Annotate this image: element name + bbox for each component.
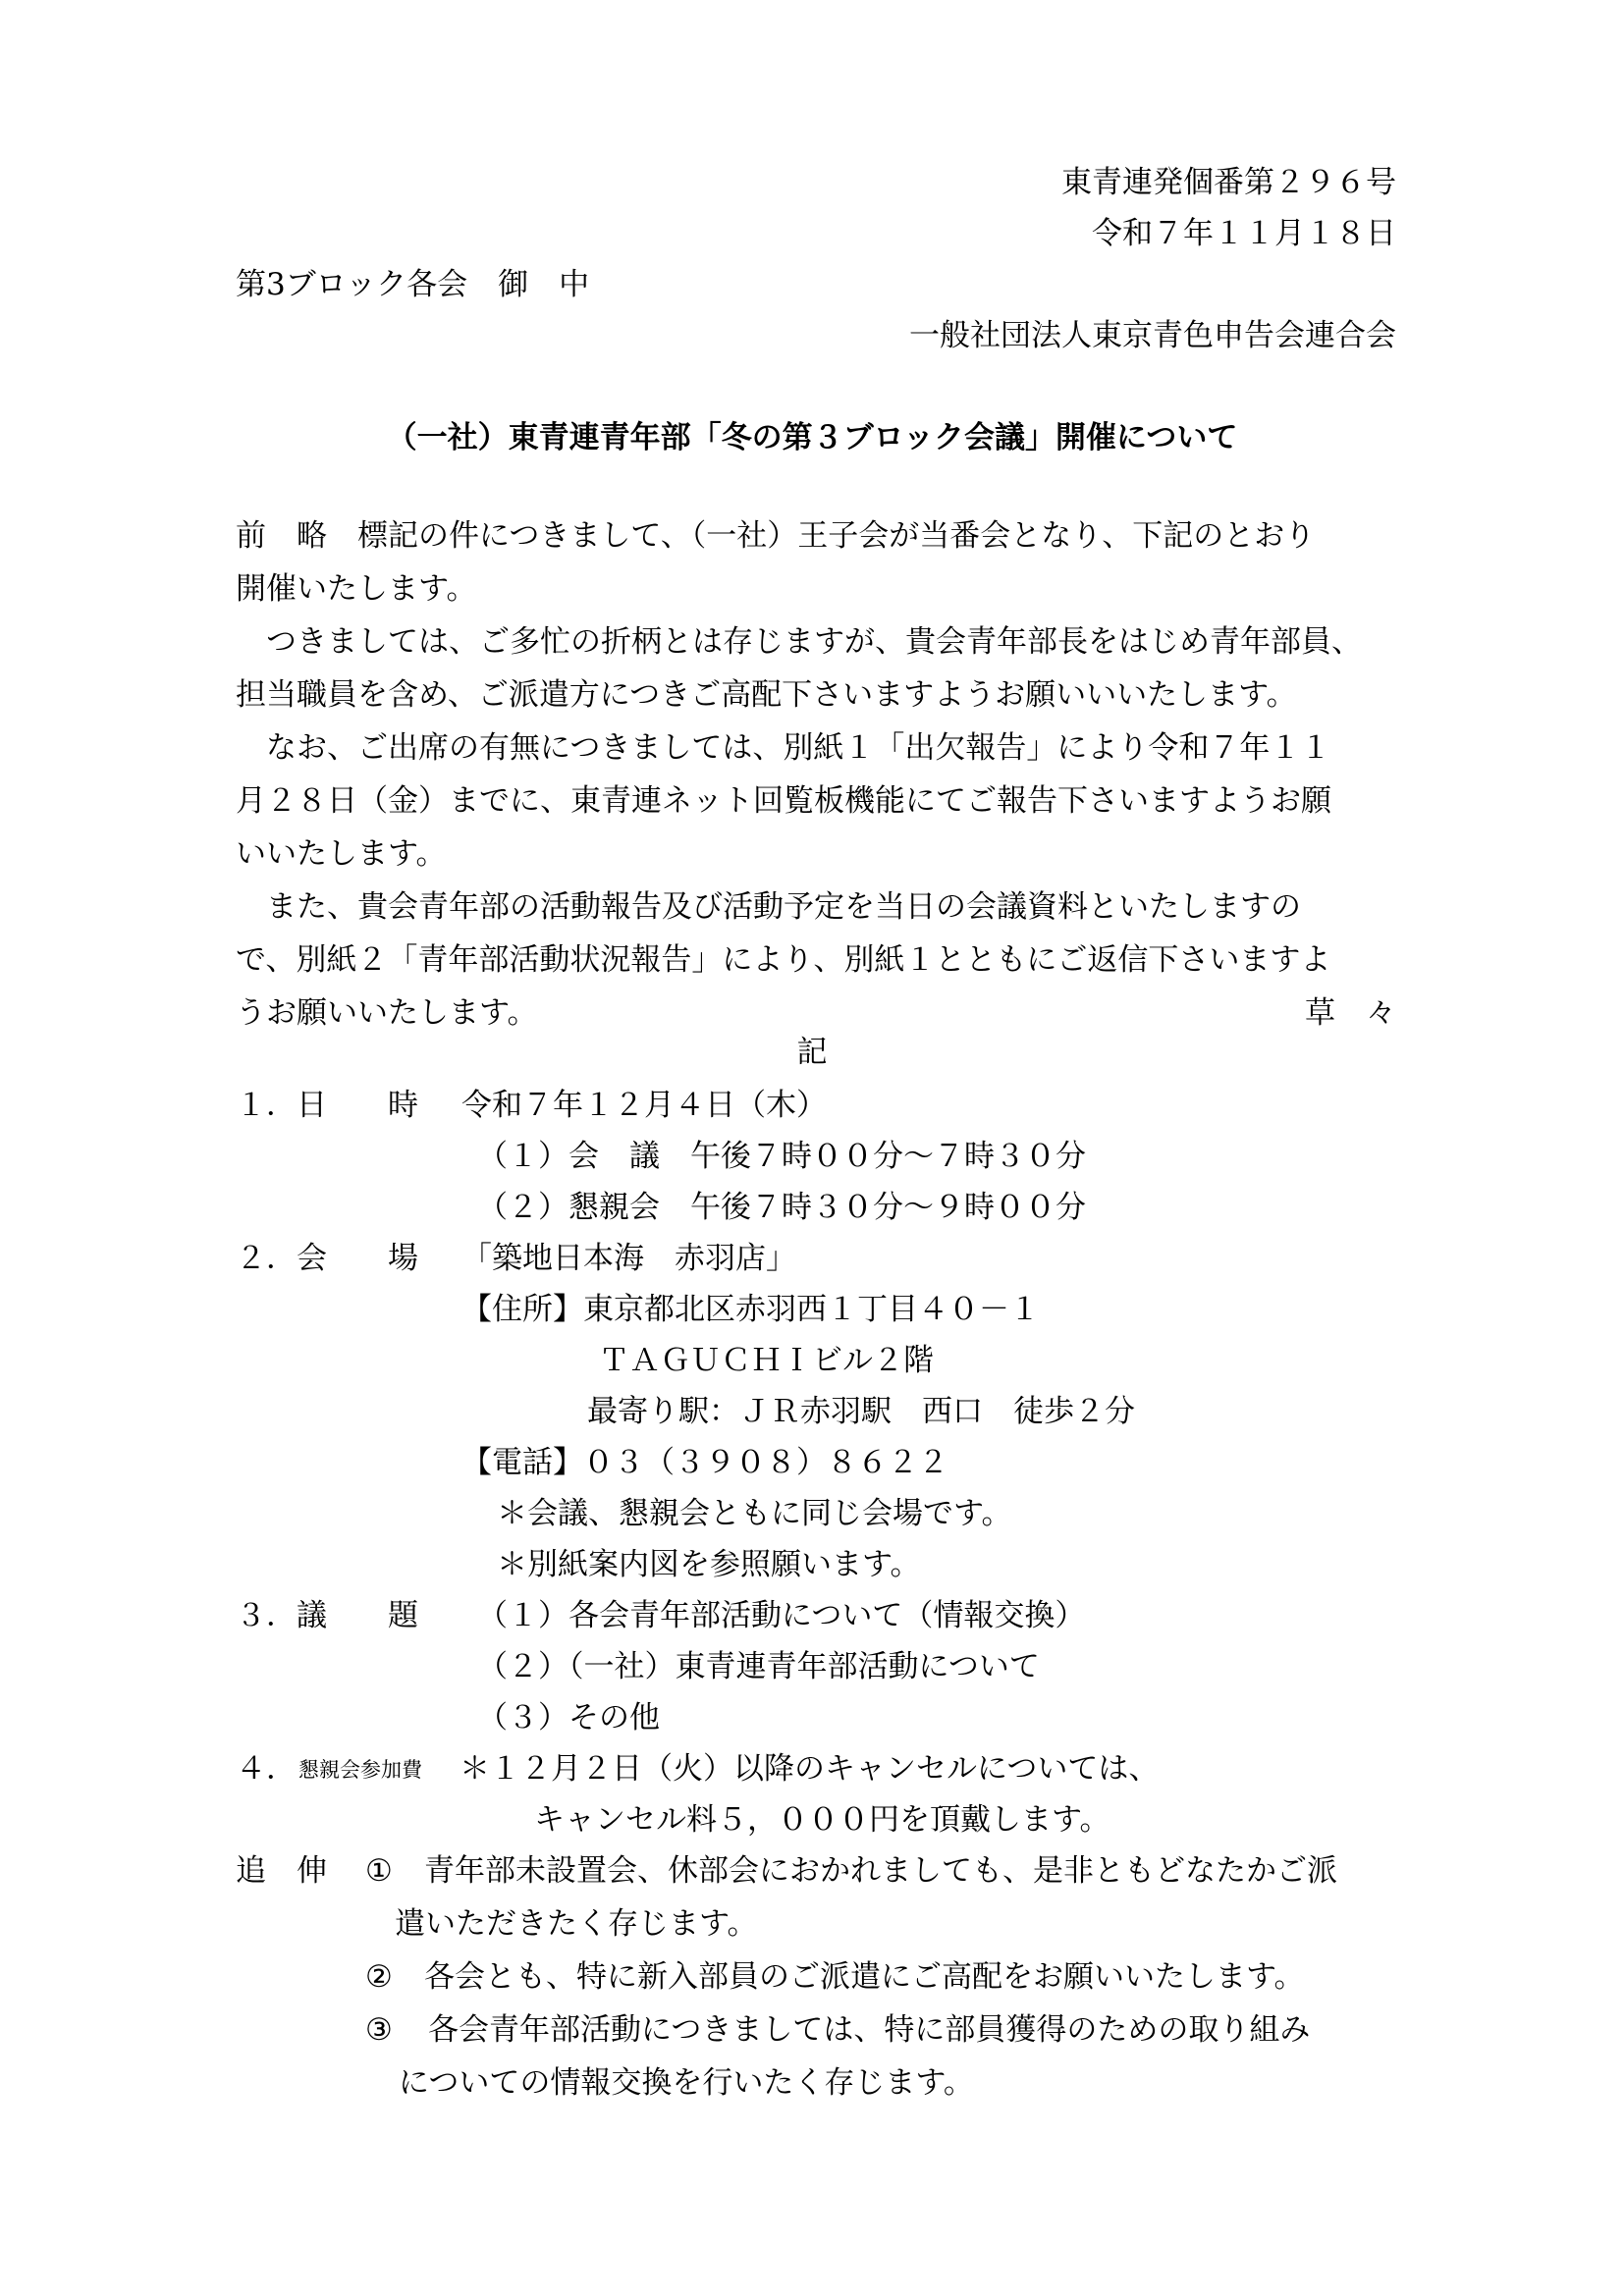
body-line: 担当職員を含め、ご派遣方につきご高配下さいますようお願いいいたします。 xyxy=(236,677,1297,713)
item-3-sub: （３）その他 xyxy=(477,1700,660,1735)
item-1-value: 令和７年１２月４日（木） xyxy=(461,1088,827,1123)
body-line: うお願いいたします。 xyxy=(236,995,538,1031)
ki-heading: 記 xyxy=(796,1035,828,1070)
body-line: つきましては、ご多忙の折柄とは存じますが、貴会青年部長をはじめ青年部員、 xyxy=(236,624,1362,660)
doc-date: 令和７年１１月１８日 xyxy=(1092,216,1396,251)
document-title: （一社）東青連青年部「冬の第３ブロック会議」開催について xyxy=(386,420,1238,455)
venue-note: ＊別紙案内図を参照願います。 xyxy=(497,1547,921,1582)
body-line: なお、ご出席の有無につきましては、別紙１「出欠報告」により令和７年１１ xyxy=(236,730,1331,766)
postscript-line: 各会青年部活動につきましては、特に部員獲得のための取り組み xyxy=(428,2012,1311,2048)
venue-note: ＊会議、懇親会ともに同じ会場です。 xyxy=(497,1496,1012,1531)
item-4-number: ４． xyxy=(236,1751,297,1787)
item-1-label: １．日 時 xyxy=(236,1088,418,1123)
item-2-value: 「築地日本海 赤羽店」 xyxy=(461,1241,796,1276)
body-line: 月２８日（金）までに、東青連ネット回覧板機能にてご報告下さいますようお願 xyxy=(236,783,1331,819)
body-line: で、別紙２「青年部活動状況報告」により、別紙１とともにご返信下さいますよ xyxy=(236,942,1331,978)
addressee: 第3ブロック各会 御 中 xyxy=(236,267,590,302)
nearest-station: 最寄り駅：ＪＲ赤羽駅 西口 徒歩２分 xyxy=(587,1394,1135,1429)
item-4-value: ＊１２月２日（火）以降のキャンセルについては、 xyxy=(460,1751,1160,1787)
postscript-line: 遣いただきたく存じます。 xyxy=(395,1906,758,1942)
closing: 草 々 xyxy=(1305,995,1396,1031)
item-3-sub: （１）各会青年部活動について（情報交換） xyxy=(477,1598,1086,1633)
postscript-mark: ② xyxy=(365,1959,393,1995)
item-1-sub: （２）懇親会 午後７時３０分～９時００分 xyxy=(477,1190,1086,1225)
sender: 一般社団法人東京青色申告会連合会 xyxy=(909,318,1396,353)
postscript-line: 青年部未設置会、休部会におかれましても、是非ともどなたかご派 xyxy=(424,1853,1337,1889)
address-label: 【住所】 xyxy=(461,1292,583,1327)
item-4-label: 懇親会参加費 xyxy=(298,1758,422,1782)
item-2-label: ２．会 場 xyxy=(236,1241,418,1276)
doc-number: 東青連発個番第２９６号 xyxy=(1061,165,1396,200)
body-line: いいたします。 xyxy=(236,836,447,872)
postscript-line: 各会とも、特に新入部員のご派遣にご高配をお願いいたします。 xyxy=(424,1959,1305,1995)
item-3-sub: （２）（一社）東青連青年部活動について xyxy=(477,1649,1040,1684)
item-4-value: キャンセル料５，０００円を頂戴します。 xyxy=(534,1802,1110,1838)
item-1-sub: （１）会 議 午後７時００分～７時３０分 xyxy=(477,1139,1086,1174)
item-3-label: ３．議 題 xyxy=(236,1598,418,1633)
address-line: 東京都北区赤羽西１丁目４０－１ xyxy=(583,1292,1040,1327)
postscript-mark: ① xyxy=(365,1853,393,1889)
postscript-line: についての情報交換を行いたく存じます。 xyxy=(399,2065,974,2101)
tel-label: 【電話】 xyxy=(461,1445,583,1480)
address-line: ＴＡＧＵＣＨＩビル２階 xyxy=(599,1343,934,1378)
tel-number: ０３（３９０８）８６２２ xyxy=(583,1445,948,1480)
body-line: 前 略 標記の件につきまして、（一社）王子会が当番会となり、下記のとおり xyxy=(236,518,1316,554)
postscript-label: 追 伸 xyxy=(236,1853,327,1889)
body-line: 開催いたします。 xyxy=(236,571,477,607)
postscript-mark: ③ xyxy=(365,2012,393,2048)
body-line: また、貴会青年部の活動報告及び活動予定を当日の会議資料といたしますの xyxy=(236,889,1301,925)
